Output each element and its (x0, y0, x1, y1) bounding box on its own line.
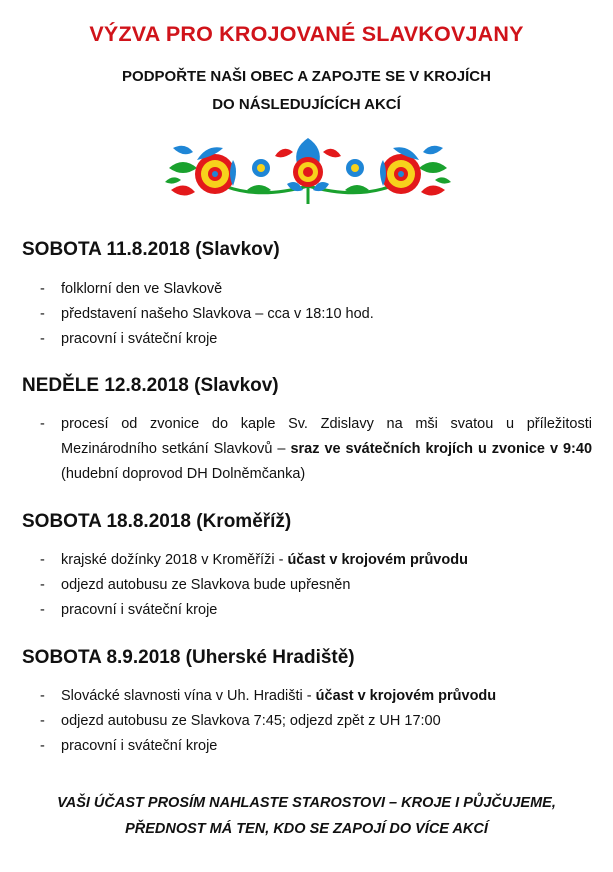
bullet-dash: - (40, 713, 45, 729)
item-bold-text: sraz ve svátečních krojích u zvonice v 9:40 (290, 441, 593, 457)
event-heading: SOBOTA 18.8.2018 (Kroměříž) (22, 511, 292, 532)
list-item (22, 709, 592, 734)
item-text: Slovácké slavnosti vína v Uh. Hradišti - (61, 688, 316, 704)
bullet-dash: - (40, 688, 45, 704)
bullet-dash: - (40, 306, 45, 322)
event-list (22, 684, 592, 759)
item-text: pracovní i sváteční kroje (61, 738, 218, 754)
list-item (22, 548, 592, 573)
item-bold-text: účast v krojovém průvodu (315, 688, 497, 704)
item-text: procesí od zvonice do kaple Sv. Zdislavy na mši svatou u příležitosti Mezinárodního setkání Slavkovů – (61, 416, 592, 457)
item-text: pracovní i sváteční kroje (61, 602, 218, 618)
event-section-4 (22, 646, 592, 759)
subtitle-line-2: DO NÁSLEDUJÍCÍCH AKCÍ (212, 96, 401, 113)
event-section-3 (22, 510, 592, 623)
bullet-dash: - (40, 331, 45, 347)
bullet-dash: - (40, 552, 45, 568)
list-item (22, 734, 592, 759)
item-text: pracovní i sváteční kroje (61, 331, 218, 347)
event-heading: SOBOTA 11.8.2018 (Slavkov) (22, 239, 280, 260)
footer-line-1: VAŠI ÚČAST PROSÍM NAHLASTE STAROSTOVI – KROJE I PŮJČUJEME, (57, 795, 556, 811)
event-heading: SOBOTA 8.9.2018 (Uherské Hradiště) (22, 647, 355, 668)
list-item (22, 277, 592, 302)
item-text-after: (hudební doprovod DH Dolněmčanka) (61, 466, 306, 482)
list-item (22, 573, 592, 598)
bullet-dash: - (40, 602, 45, 618)
folk-flower-ornament-icon (163, 134, 453, 210)
bullet-dash: - (40, 281, 45, 297)
event-heading: NEDĚLE 12.8.2018 (Slavkov) (22, 375, 279, 396)
item-text: odjezd autobusu ze Slavkova 7:45; odjezd zpět z UH 17:00 (61, 713, 441, 729)
item-text: odjezd autobusu ze Slavkova bude upřesněn (61, 577, 351, 593)
list-item (22, 327, 592, 352)
list-item (22, 684, 592, 709)
item-text: folklorní den ve Slavkově (61, 281, 223, 297)
list-item (22, 412, 592, 487)
footer-line-2: PŘEDNOST MÁ TEN, KDO SE ZAPOJÍ DO VÍCE AKCÍ (125, 821, 488, 837)
item-text: krajské dožínky 2018 v Kroměříži - (61, 552, 288, 568)
page-title: VÝZVA PRO KROJOVANÉ SLAVKOVJANY (89, 22, 524, 46)
event-section-2 (22, 374, 592, 487)
event-list (22, 412, 592, 487)
event-list (22, 548, 592, 623)
bullet-dash: - (40, 416, 45, 432)
bullet-dash: - (40, 577, 45, 593)
list-item (22, 302, 592, 327)
event-section-1 (22, 238, 592, 352)
bullet-dash: - (40, 738, 45, 754)
item-bold-text: účast v krojovém průvodu (287, 552, 468, 568)
item-text: představení našeho Slavkova – cca v 18:10 hod. (61, 306, 374, 322)
subtitle-line-1: PODPOŘTE NAŠI OBEC A ZAPOJTE SE V KROJÍCH (122, 68, 491, 85)
event-list (22, 277, 592, 352)
list-item (22, 598, 592, 623)
